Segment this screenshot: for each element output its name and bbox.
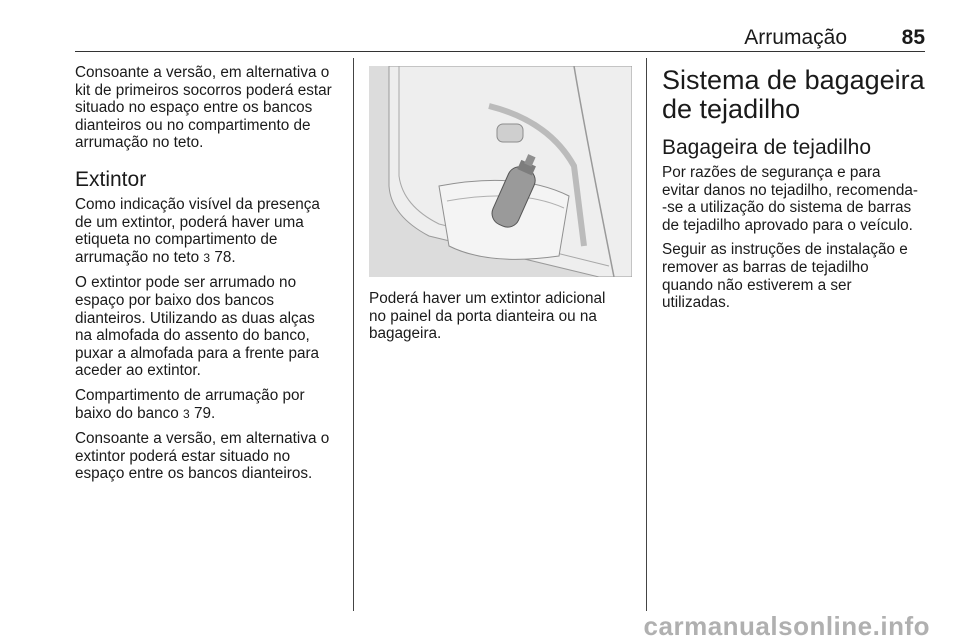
alternative-paragraph: Consoante a versão, em alternativa o extintor poderá estar situado no espaço entre os bancos dianteiros. <box>75 430 330 483</box>
reference-arrow-icon: 3 <box>203 250 211 265</box>
page-header <box>75 26 925 52</box>
instructions-paragraph: Seguir as instruções de instalação e remover as barras de tejadilho quando não estiverem a ser utilizadas. <box>662 241 908 312</box>
compartment-paragraph: Compartimento de arrumação por baixo do banco 3 79. <box>75 386 305 422</box>
page-reference-link[interactable]: 79. <box>193 404 216 422</box>
roof-rack-section-heading: Sistema de bagageira de tejadilho <box>662 65 925 124</box>
reference-arrow-icon: 3 <box>183 406 190 421</box>
first-aid-paragraph: Consoante a versão, em alternativa o kit de primeiros socorros poderá estar situado no espaço entre os bancos dianteiros ou no compartimento de arrumação no teto. <box>75 64 332 152</box>
column-divider-1 <box>353 58 354 611</box>
figure-caption: Poderá haver um extintor adicional no painel da porta dianteira ou na bagageira. <box>369 290 606 343</box>
header-rule <box>75 51 925 52</box>
section-title: Arrumação <box>744 26 847 49</box>
watermark: carmanualsonline.info <box>643 611 930 641</box>
column-divider-2 <box>646 58 647 611</box>
page-number: 85 <box>901 26 925 49</box>
safety-paragraph: Por razões de segurança e para evitar danos no tejadilho, recomenda- -se a utilização do sistema de barras de tejadilho aprovado para o veículo. <box>662 164 918 234</box>
storage-paragraph: O extintor pode ser arrumado no espaço por baixo dos bancos dianteiros. Utilizando as duas alças na almofada do assento do banco, puxar a almofada para a frente para aceder ao extintor. <box>75 274 320 380</box>
roof-rack-subheading: Bagageira de tejadilho <box>662 136 871 159</box>
column-1 <box>75 64 347 490</box>
column-3 <box>662 66 930 319</box>
page-reference-link[interactable]: 78. <box>214 248 236 266</box>
extintor-heading: Extintor <box>75 167 147 191</box>
door-panel-drawing <box>369 66 632 277</box>
label-paragraph: Como indicação visível da presença de um extintor, poderá haver uma etiqueta no compartimento de arrumação no teto 3 78. <box>75 195 320 266</box>
extinguisher-door-illustration <box>369 66 632 277</box>
